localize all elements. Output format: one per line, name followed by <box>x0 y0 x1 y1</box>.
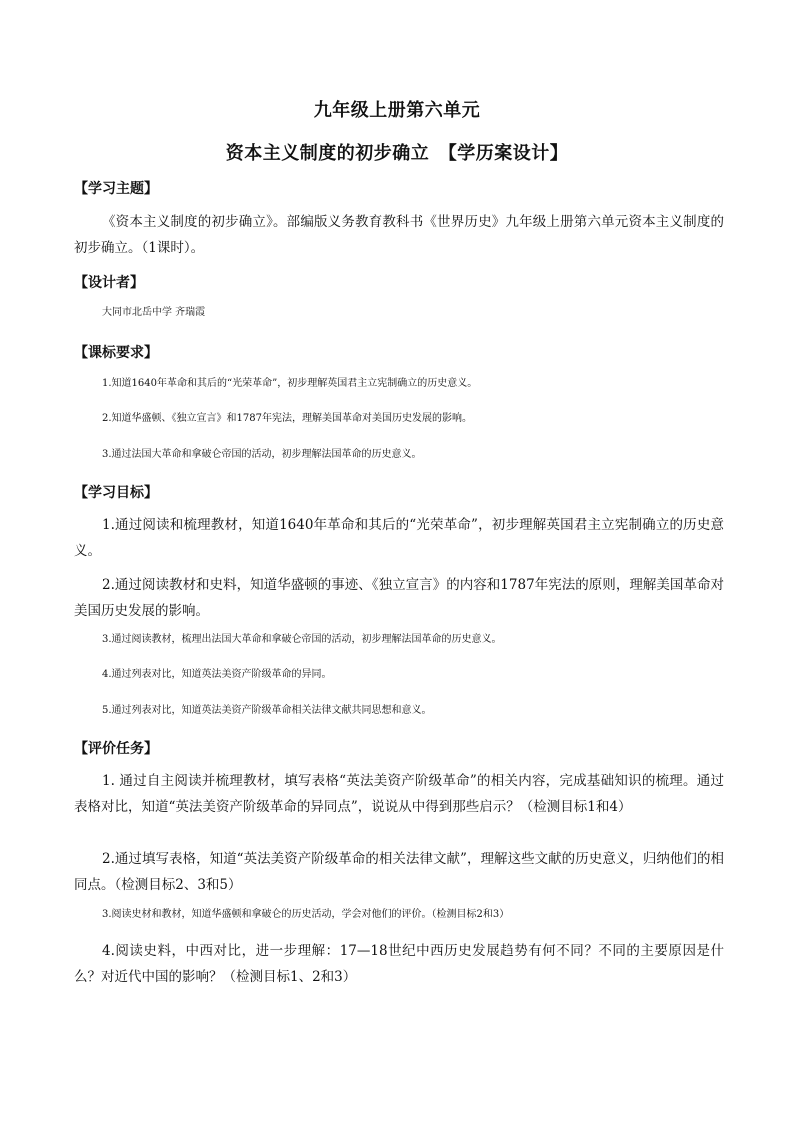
study-theme-heading: 【学习主题】 <box>74 181 158 197</box>
task-item-4: 4.阅读史料，中西对比，进一步理解：17—18世纪中西历史发展趋势有何不同？不同的主要原因是什么？对近代中国的影响？（检测目标1、2和3） <box>74 943 724 985</box>
curriculum-item-2: 2.知道华盛顿、《独立宣言》和1787年宪法，理解美国革命对美国历史发展的影响。 <box>102 413 472 424</box>
task-item-3: 3.阅读史材和教材，知道华盛顿和拿破仑的历史活动，学会对他们的评价。（检测目标2和3） <box>102 909 510 920</box>
objective-item-2: 2.通过阅读教材和史料，知道华盛顿的事迹、《独立宣言》的内容和1787年宪法的原则，理解美国革命对美国历史发展的影响。 <box>74 577 724 619</box>
objective-item-1: 1.通过阅读和梳理教材，知道1640年革命和其后的“光荣革命”，初步理解英国君主立宪制确立的历史意义。 <box>74 517 724 559</box>
document-subtitle: 资本主义制度的初步确立 【学历案设计】 <box>225 143 569 164</box>
curriculum-heading: 【课标要求】 <box>74 345 158 361</box>
tasks-heading: 【评价任务】 <box>74 741 158 757</box>
task-item-1: 1. 通过自主阅读并梳理教材，填写表格“英法美资产阶级革命”的相关内容，完成基础知识的梳理。通过表格对比，知道“英法美资产阶级革命的异同点”，说说从中得到那些启示？（检测目标1和4） <box>74 773 724 815</box>
designer-text: 大同市北岳中学 齐瑞霞 <box>102 307 206 318</box>
document-title: 九年级上册第六单元 <box>313 100 481 121</box>
objective-item-5: 5.通过列表对比，知道英法美资产阶级革命相关法律文献共同思想和意义。 <box>102 705 432 716</box>
objectives-heading: 【学习目标】 <box>74 485 158 501</box>
objective-item-3: 3.通过阅读教材，梳理出法国大革命和拿破仑帝国的活动，初步理解法国革命的历史意义。 <box>102 634 502 645</box>
curriculum-item-1: 1.知道1640年革命和其后的“光荣革命”，初步理解英国君主立宪制确立的历史意义。 <box>102 378 478 389</box>
curriculum-item-3: 3.通过法国大革命和拿破仑帝国的活动，初步理解法国革命的历史意义。 <box>102 449 422 460</box>
task-item-2: 2.通过填写表格，知道“英法美资产阶级革命的相关法律文献”，理解这些文献的历史意义，归纳他们的相同点。（检测目标2、3和5） <box>74 851 724 893</box>
objective-item-4: 4.通过列表对比，知道英法美资产阶级革命的异同。 <box>102 669 332 680</box>
designer-heading: 【设计者】 <box>74 275 144 291</box>
study-theme-text: 《资本主义制度的初步确立》。部编版义务教育教科书《世界历史》九年级上册第六单元资本主义制度的初步确立。（1课时）。 <box>74 214 724 256</box>
